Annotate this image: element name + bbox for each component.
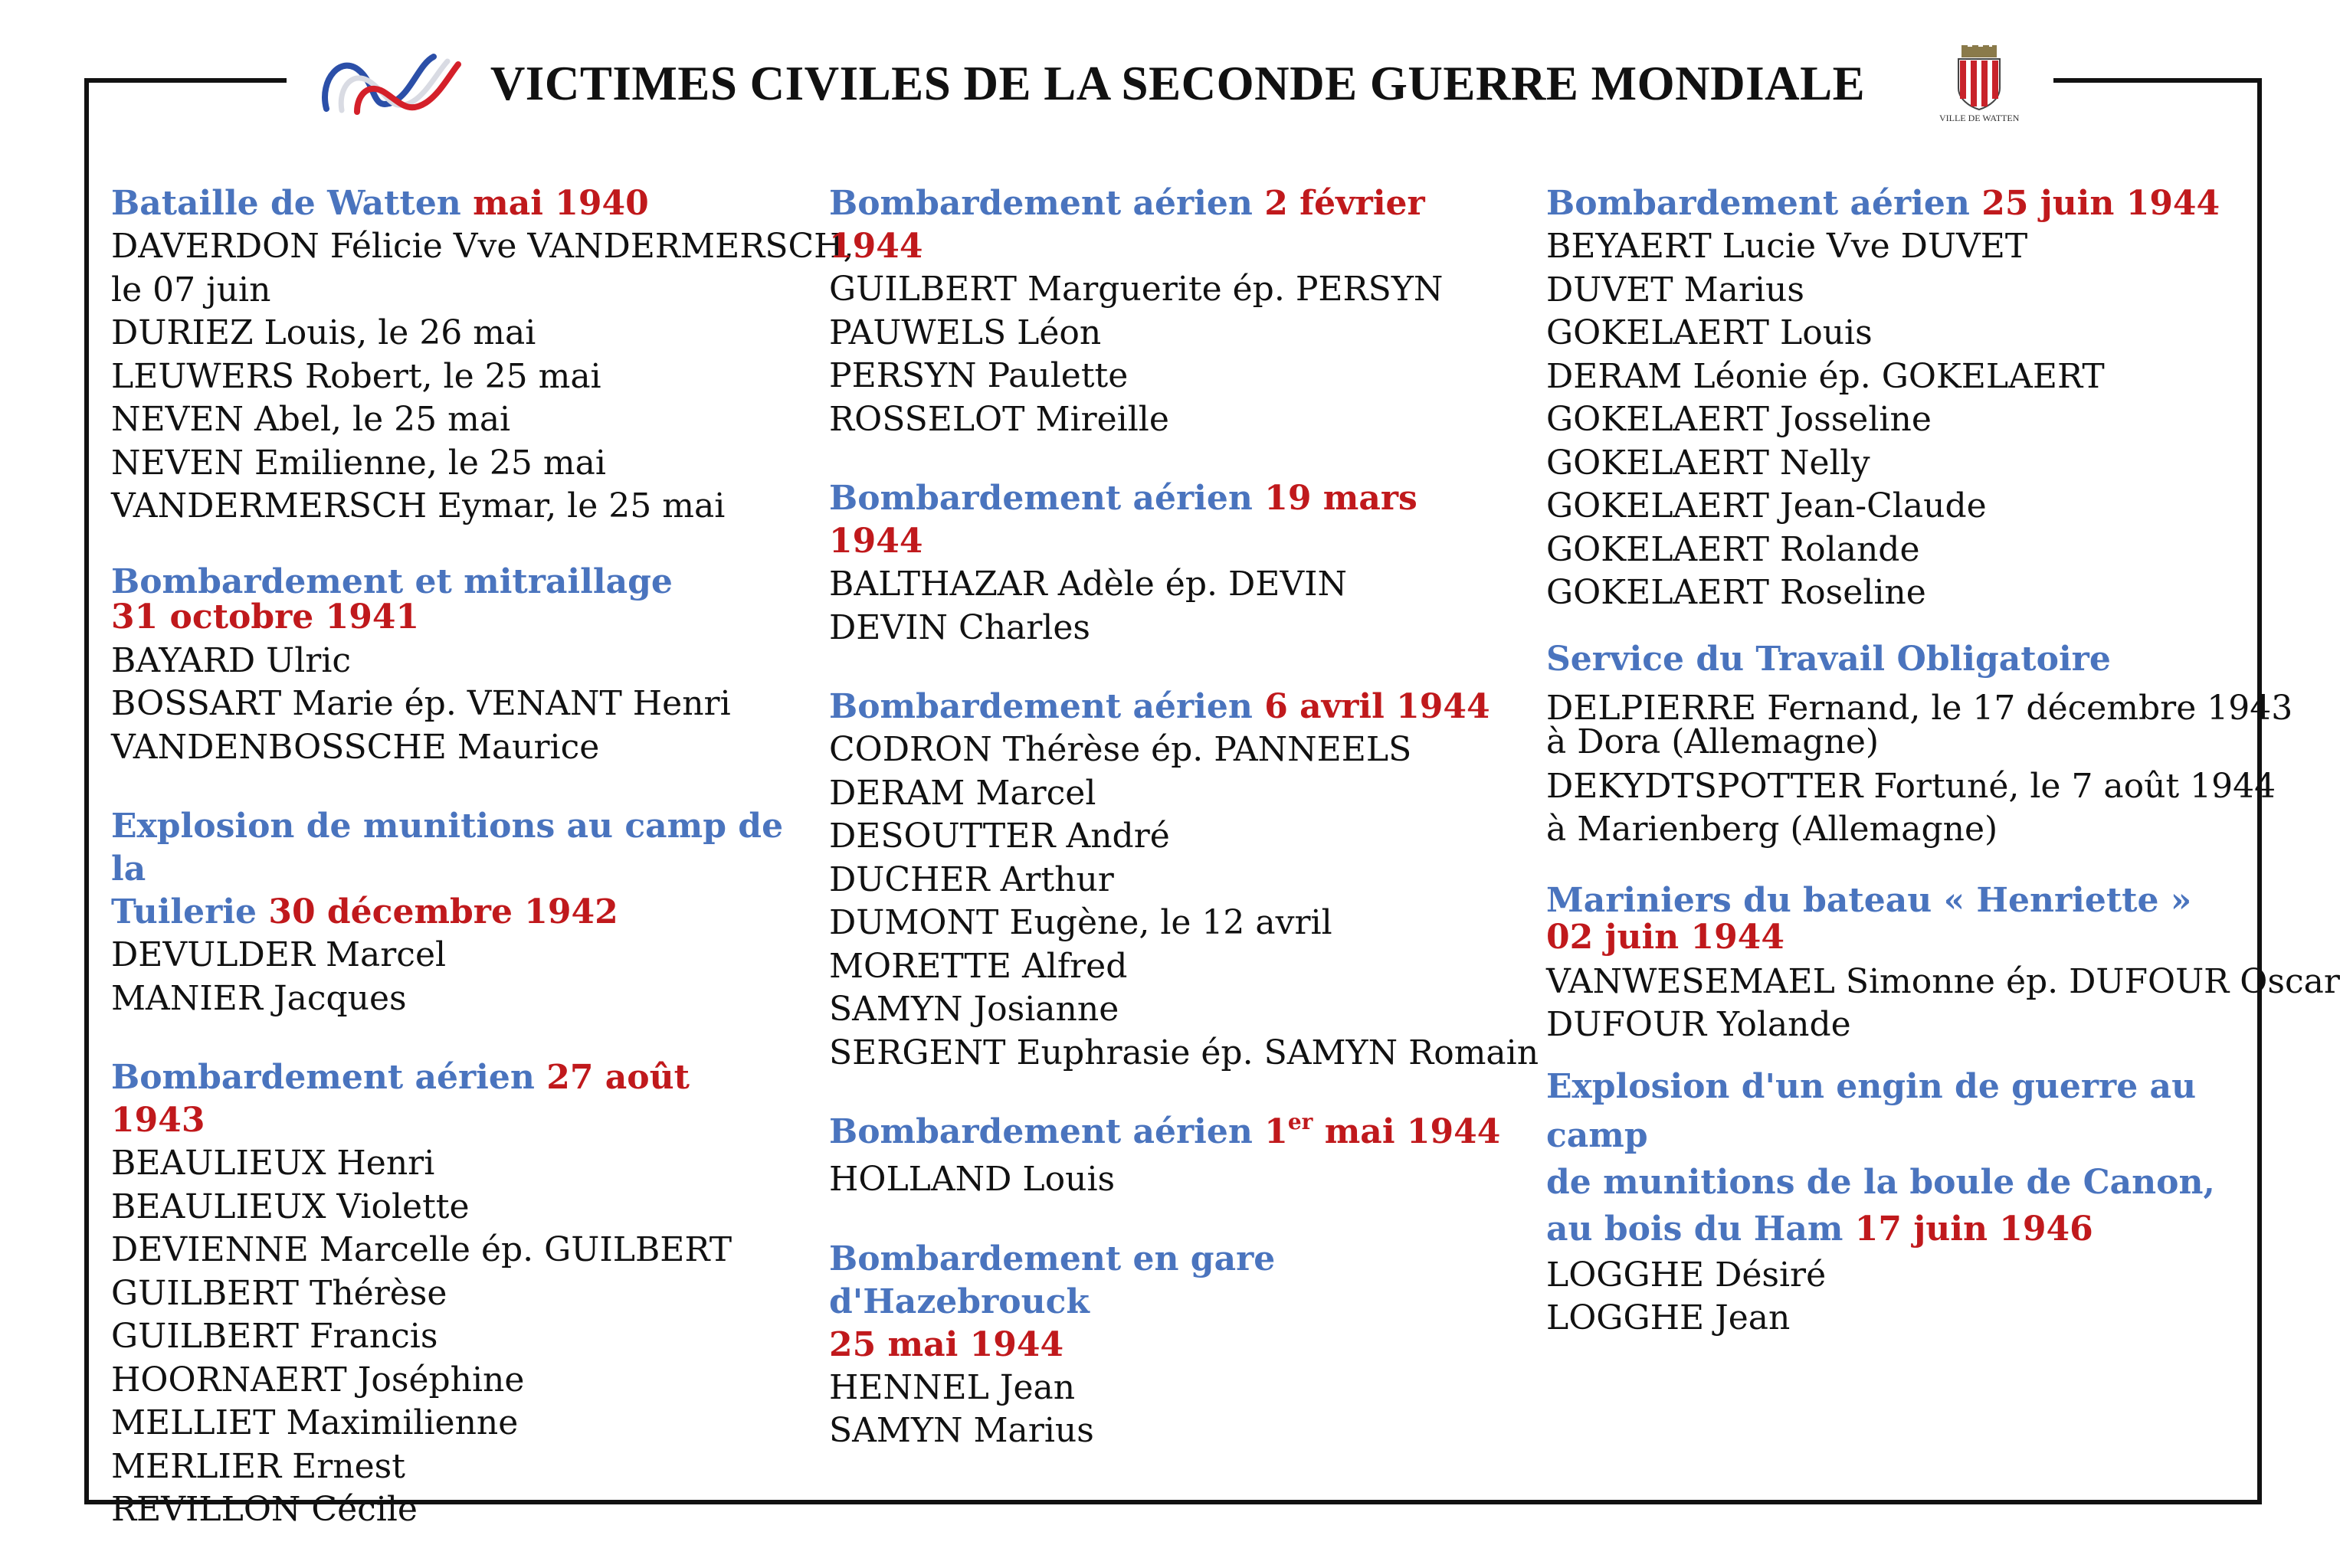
victim-entry <box>1546 765 2276 852</box>
section-sto <box>1546 638 2293 852</box>
list-item: HOLLAND Louis <box>829 1160 1116 1199</box>
list-item: DELPIERRE Fernand, le 17 décembre 1943 <box>1546 688 2293 728</box>
list-item: GUILBERT Marguerite ép. PERSYN <box>829 270 1444 309</box>
heading-date: 25 mai 1944 <box>829 1324 1064 1364</box>
section-heading <box>1546 1062 2236 1254</box>
list-item: PAUWELS Léon <box>829 313 1102 352</box>
header-inner <box>287 41 2053 126</box>
list-item: ROSSELOT Mireille <box>829 399 1169 439</box>
heading-date: 31 octobre 1941 <box>111 597 420 637</box>
section-mariniers-henriette <box>1546 880 2340 1047</box>
heading-date: 25 juin 1944 <box>1981 184 2220 223</box>
section-aerien-juin-1944 <box>1546 182 2236 615</box>
list-item: GOKELAERT Louis <box>1546 313 1873 352</box>
victim-list <box>1546 225 2236 615</box>
victim-list <box>111 1142 785 1532</box>
victim-list <box>829 728 1539 1075</box>
list-item: BEYAERT Lucie Vve DUVET <box>1546 227 2028 266</box>
heading-date <box>1264 1109 1501 1151</box>
victim-list <box>829 563 1503 650</box>
list-item: VANDERMERSCH Eymar, le 25 mai <box>111 486 726 525</box>
heading-date: 27 août 1943 <box>111 1058 690 1140</box>
list-item: HOORNAERT Joséphine <box>111 1360 525 1399</box>
heading-title: Bombardement aérien <box>829 184 1253 223</box>
list-item: BEAULIEUX Violette <box>111 1187 470 1226</box>
heading-title: Explosion de munitions au camp de la <box>111 807 784 889</box>
list-item: DEKYDTSPOTTER Fortuné, le 7 août 1944 <box>1546 766 2276 806</box>
section-aerien-mai-1944 <box>829 1111 1503 1202</box>
section-heading <box>829 1238 1503 1367</box>
heading-title: Bataille de Watten <box>111 184 461 223</box>
heading-date-sup: er <box>1287 1109 1313 1134</box>
heading-date-day: 1 <box>1264 1112 1288 1151</box>
heading-date: 17 juin 1946 <box>1854 1209 2093 1249</box>
list-item: CODRON Thérèse ép. PANNEELS <box>829 730 1412 769</box>
list-item: BAYARD Ulric <box>111 640 352 680</box>
list-item: DUCHER Arthur <box>829 859 1114 899</box>
section-heading <box>1546 182 2236 225</box>
list-item: MORETTE Alfred <box>829 946 1128 986</box>
heading-title: Bombardement en gare d'Hazebrouck <box>829 1239 1276 1321</box>
section-heading <box>111 182 785 225</box>
victim-list <box>111 225 854 529</box>
victim-list <box>111 934 785 1020</box>
heading-date: 02 juin 1944 <box>1546 917 1784 957</box>
list-item: BEAULIEUX Henri <box>111 1144 435 1183</box>
victim-list <box>1546 961 2340 1047</box>
section-heading <box>1546 638 2236 681</box>
list-item: MELLIET Maximilienne <box>111 1403 519 1442</box>
list-item-location: à Dora (Allemagne) <box>1546 722 1880 761</box>
section-aerien-aout-1943 <box>111 1056 785 1532</box>
list-item: SAMYN Marius <box>829 1411 1094 1450</box>
list-item: MANIER Jacques <box>111 978 407 1018</box>
section-heading <box>829 1111 1503 1154</box>
heading-date: mai 1940 <box>473 184 649 223</box>
heading-title: Bombardement aérien <box>829 687 1253 726</box>
page-title: VICTIMES CIVILES DE LA SECONDE GUERRE MONDIALE <box>490 56 1866 110</box>
victim-list <box>111 640 785 770</box>
section-tuilerie-1942 <box>111 805 785 1020</box>
section-heading <box>1546 882 2236 956</box>
victim-list <box>1546 1254 2236 1340</box>
list-item: GUILBERT Francis <box>111 1317 438 1356</box>
victim-list <box>829 268 1503 441</box>
victim-list <box>829 1158 1503 1202</box>
list-item: NEVEN Abel, le 25 mai <box>111 400 511 439</box>
column-2 <box>829 182 1539 1489</box>
heading-title-cont: de munitions de la boule de Canon, <box>1546 1162 2215 1202</box>
column-1 <box>111 182 854 1568</box>
section-heading <box>829 477 1503 563</box>
list-item: le 07 juin <box>111 270 271 309</box>
section-aerien-avril-1944 <box>829 686 1539 1075</box>
heading-title: Bombardement aérien <box>1546 184 1970 223</box>
list-item: LEUWERS Robert, le 25 mai <box>111 356 601 396</box>
crest-caption: VILLE DE WATTEN <box>1939 112 2020 123</box>
tricolor-ribbon-icon <box>319 49 464 118</box>
section-heading <box>829 686 1503 728</box>
list-item: DUFOUR Yolande <box>1546 1005 1851 1044</box>
heading-title-cont: Tuilerie <box>111 892 257 931</box>
list-item: GUILBERT Thérèse <box>111 1273 447 1313</box>
heading-title: Bombardement aérien <box>829 1112 1253 1151</box>
victim-entry <box>1546 688 2293 761</box>
section-boule-canon-1946 <box>1546 1062 2236 1340</box>
crest <box>1937 44 2021 124</box>
list-item: VANWESEMAEL Simonne ép. DUFOUR Oscar <box>1546 961 2340 1001</box>
heading-title: Service du Travail Obligatoire <box>1546 639 2111 679</box>
section-aerien-fevrier-1944 <box>829 182 1503 441</box>
list-item: GOKELAERT Roseline <box>1546 573 1926 612</box>
heading-title: Mariniers du bateau « Henriette » <box>1546 880 2192 920</box>
heading-date: 30 décembre 1942 <box>268 892 618 931</box>
list-item: DEVIN Charles <box>829 607 1090 647</box>
list-item: DERAM Marcel <box>829 773 1096 813</box>
list-item: LOGGHE Jean <box>1546 1298 1791 1337</box>
list-item: HENNEL Jean <box>829 1367 1076 1407</box>
header <box>0 41 2340 126</box>
heading-title: Explosion d'un engin de guerre au camp <box>1546 1066 2197 1155</box>
list-item: GOKELAERT Josseline <box>1546 400 1932 439</box>
list-item: VANDENBOSSCHE Maurice <box>111 727 600 767</box>
list-item: DURIEZ Louis, le 26 mai <box>111 313 536 352</box>
heading-title: Bombardement aérien <box>111 1058 535 1097</box>
victim-list <box>829 1367 1503 1453</box>
section-heading <box>111 805 785 934</box>
list-item: LOGGHE Désiré <box>1546 1255 1827 1295</box>
list-item: MERLIER Ernest <box>111 1446 405 1486</box>
list-item-location: à Marienberg (Allemagne) <box>1546 810 1998 849</box>
watten-coat-of-arms-icon <box>1952 44 2006 111</box>
section-heading <box>829 182 1503 268</box>
list-item: DEVIENNE Marcelle ép. GUILBERT <box>111 1230 732 1269</box>
list-item: DUVET Marius <box>1546 270 1804 309</box>
heading-date: 2 février 1944 <box>829 184 1425 266</box>
section-aerien-mars-1944 <box>829 477 1503 650</box>
section-gare-hazebrouck <box>829 1238 1503 1453</box>
list-item: DAVERDON Félicie Vve VANDERMERSCH, <box>111 227 854 266</box>
list-item: DEVULDER Marcel <box>111 935 447 974</box>
section-bataille-watten <box>111 182 854 529</box>
list-item: GOKELAERT Rolande <box>1546 529 1920 569</box>
victim-list <box>1546 688 2293 852</box>
list-item: GOKELAERT Nelly <box>1546 443 1870 483</box>
list-item: DESOUTTER André <box>829 817 1170 856</box>
section-heading <box>111 561 785 637</box>
list-item: GOKELAERT Jean-Claude <box>1546 486 1987 525</box>
list-item: SAMYN Josianne <box>829 990 1119 1029</box>
heading-date: 19 mars 1944 <box>829 479 1417 561</box>
heading-title-cont: au bois du Ham <box>1546 1209 1843 1249</box>
list-item: REVILLON Cécile <box>111 1490 418 1529</box>
heading-date: 6 avril 1944 <box>1264 687 1490 726</box>
list-item: PERSYN Paulette <box>829 356 1129 395</box>
list-item: DUMONT Eugène, le 12 avril <box>829 903 1332 942</box>
list-item: NEVEN Emilienne, le 25 mai <box>111 443 606 483</box>
list-item: BOSSART Marie ép. VENANT Henri <box>111 684 731 723</box>
section-mitraillage-1941 <box>111 561 785 770</box>
heading-title: Bombardement aérien <box>829 479 1253 518</box>
section-heading <box>111 1056 785 1142</box>
heading-title: Bombardement et mitraillage <box>111 561 673 601</box>
list-item: DERAM Léonie ép. GOKELAERT <box>1546 356 2105 396</box>
list-item: SERGENT Euphrasie ép. SAMYN Romain <box>829 1033 1539 1072</box>
column-3 <box>1546 182 2340 1377</box>
heading-date-rest: mai 1944 <box>1324 1112 1501 1151</box>
list-item: BALTHAZAR Adèle ép. DEVIN <box>829 565 1348 604</box>
